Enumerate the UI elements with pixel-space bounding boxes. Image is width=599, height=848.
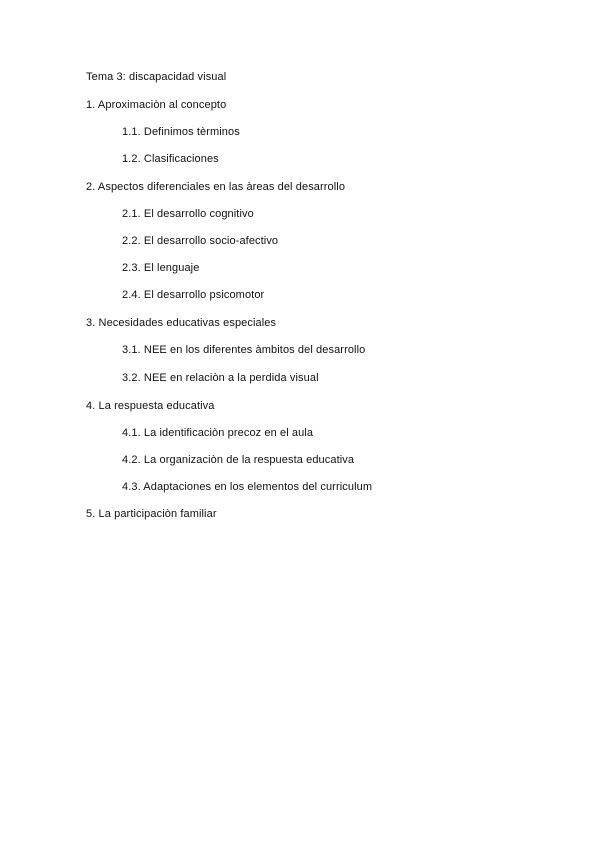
subsection-3-1: 3.1. NEE en los diferentes àmbitos del desarrollo <box>122 344 366 356</box>
subsection-4-3: 4.3. Adaptaciones en los elementos del curriculum <box>122 481 373 493</box>
section-4-heading: 4. La respuesta educativa <box>86 400 215 412</box>
subsection-1-2: 1.2. Clasificaciones <box>122 153 219 165</box>
subsection-4-2: 4.2. La organizaciòn de la respuesta educativa <box>122 454 355 466</box>
subsection-2-4: 2.4. El desarrollo psicomotor <box>122 289 265 301</box>
subsection-3-2: 3.2. NEE en relaciòn a la perdida visual <box>122 372 319 384</box>
section-2-heading: 2. Aspectos diferenciales en las àreas del desarrollo <box>86 181 346 193</box>
document-title: Tema 3: discapacidad visual <box>86 71 227 83</box>
section-3-heading: 3. Necesidades educativas especiales <box>86 317 277 329</box>
subsection-2-1: 2.1. El desarrollo cognitivo <box>122 208 254 220</box>
subsection-2-2: 2.2. El desarrollo socio-afectivo <box>122 235 279 247</box>
subsection-2-3: 2.3. El lenguaje <box>122 262 200 274</box>
subsection-4-1: 4.1. La identificaciòn precoz en el aula <box>122 427 314 439</box>
subsection-1-1: 1.1. Definimos tèrminos <box>122 126 240 138</box>
section-1-heading: 1. Aproximaciòn al concepto <box>86 99 227 111</box>
section-5-heading: 5. La participaciòn familiar <box>86 508 217 520</box>
